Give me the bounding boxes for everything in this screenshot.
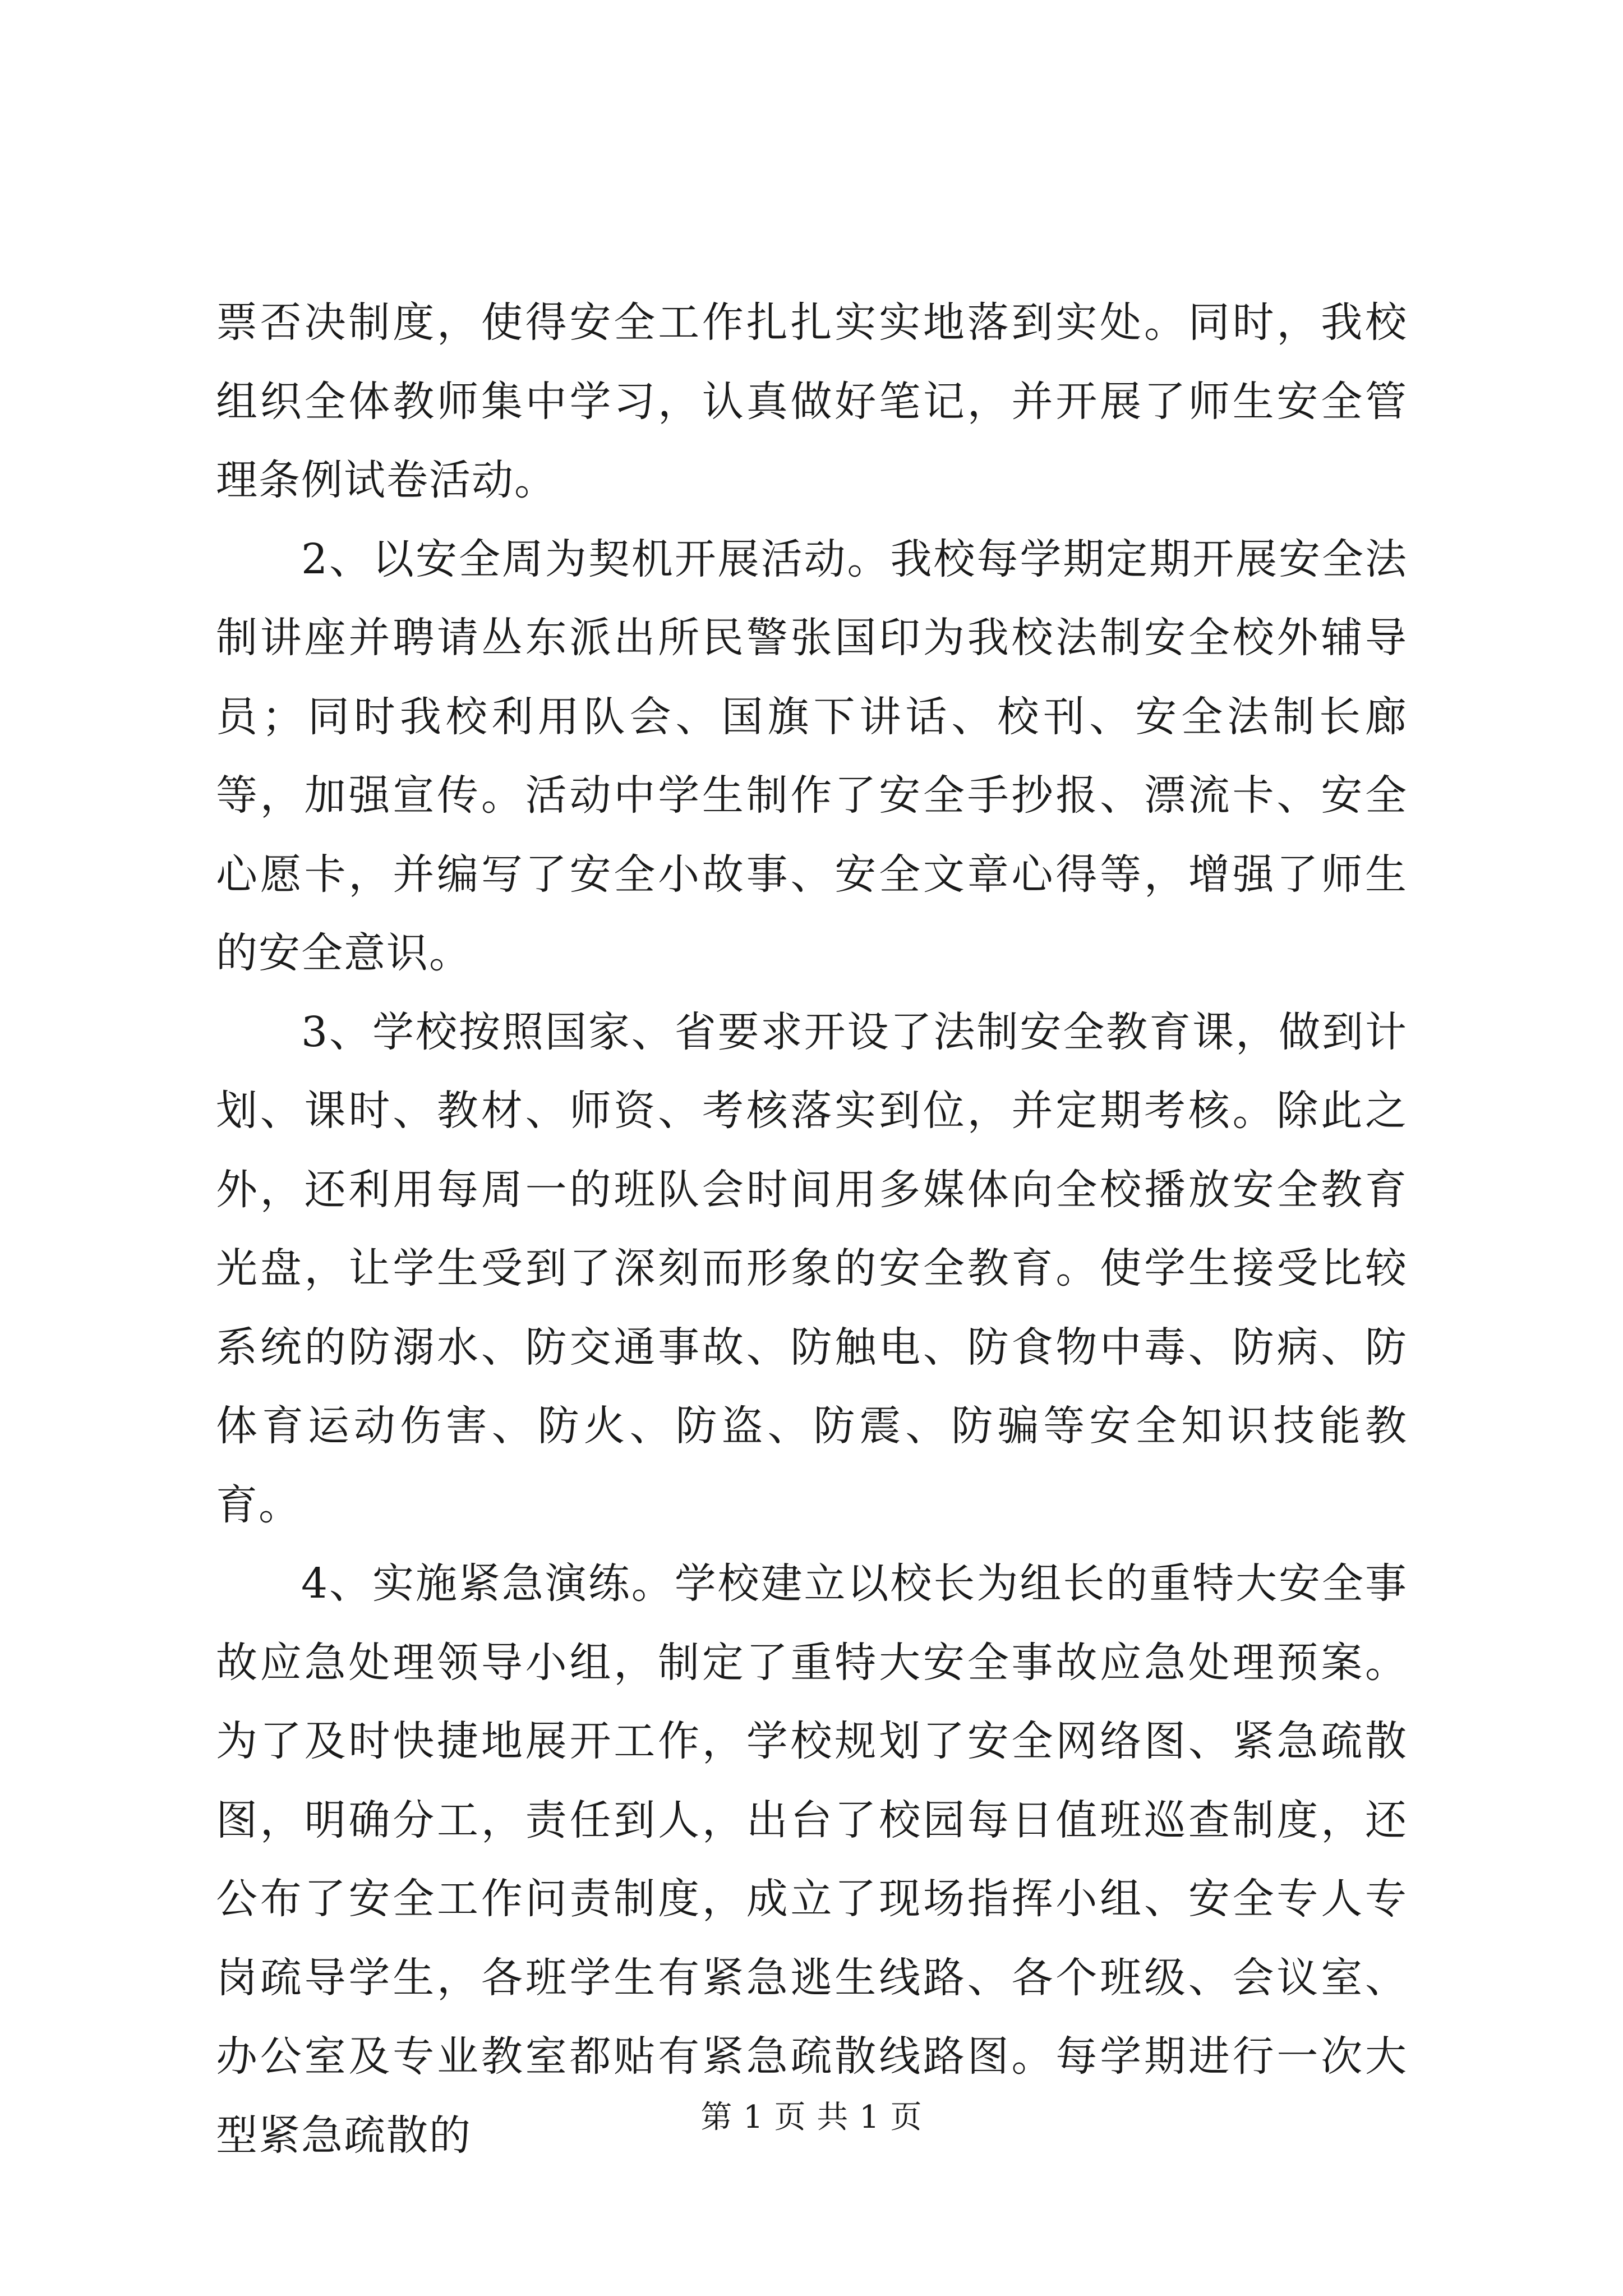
paragraph: 2、以安全周为契机开展活动。我校每学期定期开展安全法制讲座并聘请丛东派出所民警张国印为我校法制安全校外辅导员；同时我校利用队会、国旗下讲话、校刊、安全法制长廊等，加强宣传。活动中学生制作了安全手抄报、漂流卡、安全心愿卡，并编写了安全小故事、安全文章心得等，增强了师生的安全意识。 bbox=[216, 535, 1408, 977]
document-body bbox=[216, 283, 1408, 2175]
paragraph: 4、实施紧急演练。学校建立以校长为组长的重特大安全事故应急处理领导小组，制定了重特大安全事故应急处理预案。为了及时快捷地展开工作，学校规划了安全网络图、紧急疏散图，明确分工，责任到人，出台了校园每日值班巡查制度，还公布了安全工作问责制度，成立了现场指挥小组、安全专人专岗疏导学生，各班学生有紧急逃生线路、各个班级、会议室、办公室及专业教室都贴有紧急疏散线路图。每学期进行一次大型紧急疏散的 bbox=[216, 1559, 1408, 2160]
page-footer: 第 1 页 共 1 页 bbox=[700, 2099, 923, 2136]
paragraph: 3、学校按照国家、省要求开设了法制安全教育课，做到计划、课时、教材、师资、考核落实到位，并定期考核。除此之外，还利用每周一的班队会时间用多媒体向全校播放安全教育光盘，让学生受到了深刻而形象的安全教育。使学生接受比较系统的防溺水、防交通事故、防触电、防食物中毒、防病、防体育运动伤害、防火、防盗、防震、防骗等安全知识技能教育。 bbox=[216, 1007, 1408, 1529]
paragraph: 票否决制度，使得安全工作扎扎实实地落到实处。同时，我校组织全体教师集中学习，认真做好笔记，并开展了师生安全管理条例试卷活动。 bbox=[216, 298, 1408, 504]
